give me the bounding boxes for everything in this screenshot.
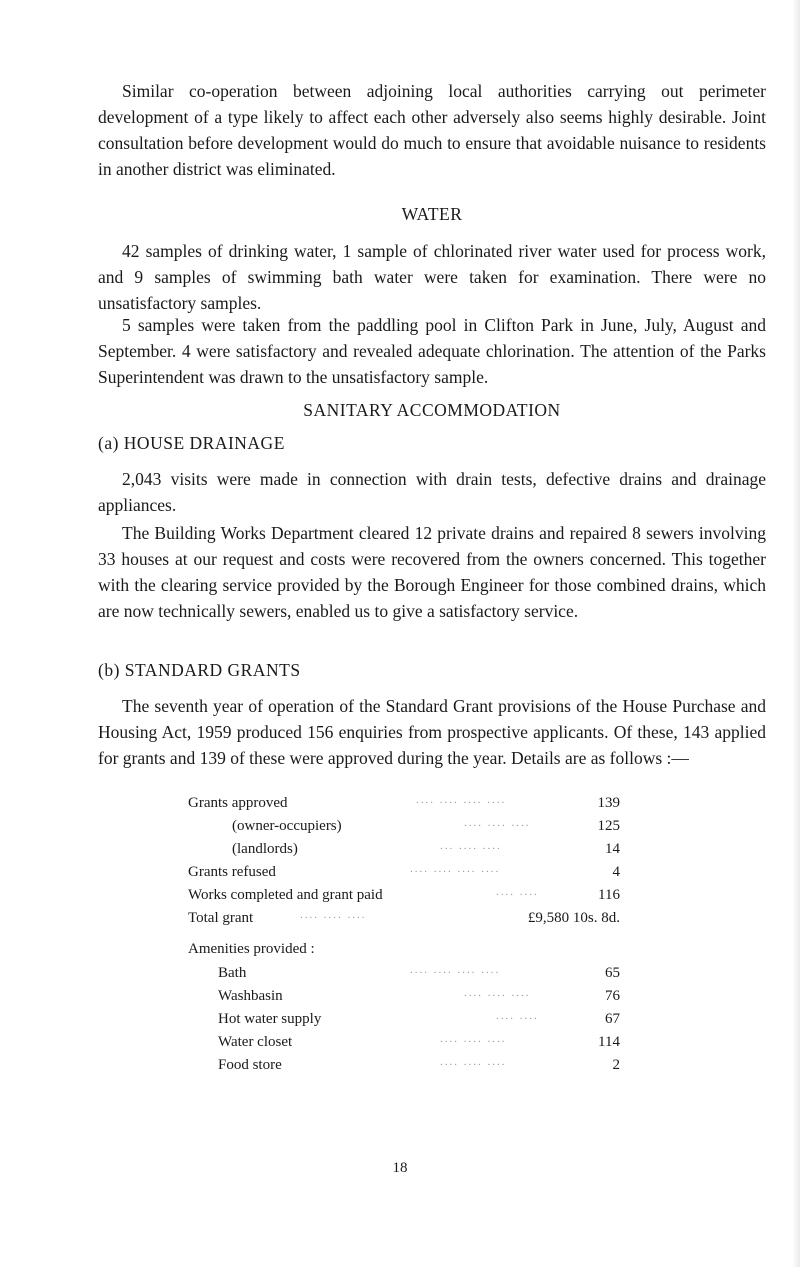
leader-dots: .... .... [496,1010,539,1022]
row-value: 76 [605,988,620,1004]
table-row [188,815,630,837]
leader-dots: .... .... .... [464,817,531,829]
page-edge-shadow [792,0,800,1267]
row-label: Works completed and grant paid [188,887,383,903]
row-label: (landlords) [232,841,298,857]
row-value: £9,580 10s. 8d. [527,910,620,926]
row-value: 139 [597,795,620,811]
table-row [188,838,630,860]
row-value: 114 [598,1034,620,1050]
table-row [188,1054,630,1076]
row-label: Food store [218,1057,282,1073]
table-row [188,907,630,929]
house-drainage-paragraph-2: The Building Works Department cleared 12 private drains and repaired 8 sewers involving 33 houses at our request and costs were recovered from the owners concerned. This together with the clearing service provided by the Borough Engineer for those combined drains, which are now technically sewers, enabled us to give a satisfactory service. [98,523,766,621]
page-number: 18 [392,1160,408,1176]
water-paragraph-1: 42 samples of drinking water, 1 sample of chlorinated river water used for process work, and 9 samples of swimming bath water were taken for examination. There were no unsatisfactory samples. [98,241,766,313]
row-value: 2 [612,1057,620,1073]
leader-dots: .... .... .... .... [416,794,507,806]
leader-dots: .... .... .... [300,909,367,921]
sanitary-heading: SANITARY ACCOMMODATION [303,400,561,420]
amenities-heading: Amenities provided : [188,941,315,957]
leader-dots: .... .... .... .... [410,863,501,875]
leader-dots: .... .... .... [464,987,531,999]
row-label: Hot water supply [218,1011,322,1027]
standard-grants-heading: (b) STANDARD GRANTS [98,660,301,680]
row-value: 14 [605,841,620,857]
house-drainage-heading: (a) HOUSE DRAINAGE [98,433,285,453]
table-row [188,962,630,984]
row-value: 67 [605,1011,620,1027]
row-label: (owner-occupiers) [232,818,342,834]
table-row [188,1031,630,1053]
row-label: Total grant [188,910,254,926]
row-value: 4 [612,864,620,880]
table-row [188,1008,630,1030]
leader-dots: ... .... .... [440,840,502,852]
table-row [188,792,630,814]
row-value: 125 [597,818,620,834]
row-label: Bath [218,965,247,981]
row-label: Washbasin [218,988,283,1004]
water-heading: WATER [401,204,463,224]
row-label: Water closet [218,1034,293,1050]
house-drainage-paragraph-1: 2,043 visits were made in connection with drain tests, defective drains and drainage appliances. [98,469,766,515]
row-label: Grants approved [188,795,288,811]
intro-paragraph: Similar co-operation between adjoining local authorities carrying out perimeter development of a type likely to affect each other adversely also seems highly desirable. Joint consultation before development would do much to ensure that avoidable nuisance to residents in another district was eliminated. [98,81,766,179]
leader-dots: .... .... .... .... [410,964,501,976]
table-row [188,985,630,1007]
row-value: 65 [605,965,620,981]
table-row [188,861,630,883]
table-row [188,884,630,906]
row-value: 116 [598,887,620,903]
row-label: Grants refused [188,864,276,880]
leader-dots: .... .... .... [440,1033,507,1045]
standard-grants-paragraph: The seventh year of operation of the Standard Grant provisions of the House Purchase and Housing Act, 1959 produced 156 enquiries from prospective applicants. Of these, 143 applied for grants and 139 of these were approved during the year. Details are as follows :— [98,696,766,768]
leader-dots: .... .... [496,886,539,898]
leader-dots: .... .... .... [440,1056,507,1068]
water-paragraph-2: 5 samples were taken from the paddling pool in Clifton Park in June, July, August and September. 4 were satisfactory and revealed adequate chlorination. The attention of the Parks Superintendent was drawn to the unsatisfactory sample. [98,315,766,387]
